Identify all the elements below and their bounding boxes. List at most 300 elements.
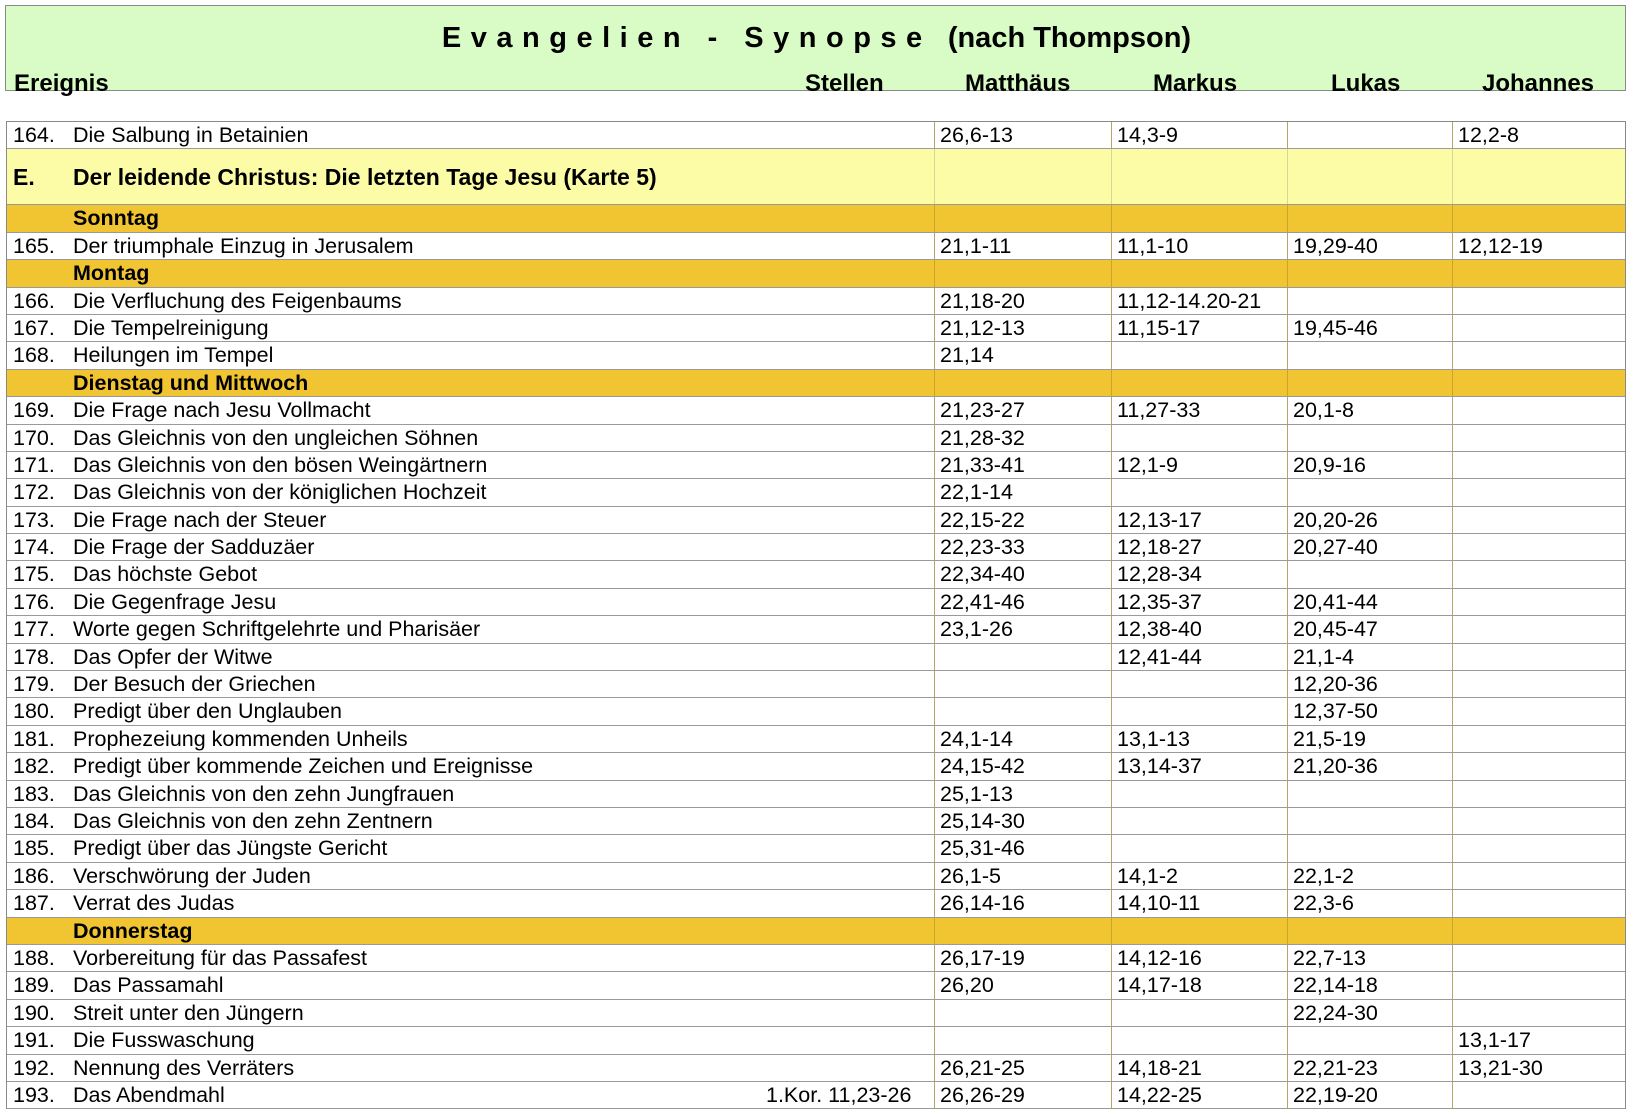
event-title: Das Gleichnis von den zehn Jungfrauen xyxy=(73,781,455,806)
column-divider xyxy=(1452,918,1453,944)
cell-matthew: 26,14-16 xyxy=(940,891,1025,916)
column-divider xyxy=(1287,1055,1288,1081)
cell-mark: 12,18-27 xyxy=(1117,535,1202,560)
table-row xyxy=(7,1082,1625,1109)
event-title: Das Gleichnis von der königlichen Hochzeit xyxy=(73,480,487,505)
column-header-stellen: Stellen xyxy=(805,70,884,97)
column-divider xyxy=(1111,890,1112,916)
column-divider xyxy=(1287,205,1288,231)
table-header xyxy=(5,5,1626,97)
cell-mark: 14,18-21 xyxy=(1117,1055,1202,1080)
cell-mark: 14,10-11 xyxy=(1117,891,1201,916)
event-number: 178. xyxy=(13,644,55,669)
cell-matthew: 25,1-13 xyxy=(940,781,1013,806)
event-number: 184. xyxy=(13,808,55,833)
column-divider xyxy=(934,616,935,642)
cell-luke: 21,1-4 xyxy=(1293,644,1354,669)
column-header-event: Ereignis xyxy=(14,70,109,97)
table-row xyxy=(7,1000,1625,1027)
column-divider xyxy=(1287,890,1288,916)
column-divider xyxy=(934,233,935,259)
cell-luke: 20,41-44 xyxy=(1293,589,1378,614)
column-divider xyxy=(1111,972,1112,998)
event-title: Das Gleichnis von den zehn Zentnern xyxy=(73,808,433,833)
event-title: Verschwörung der Juden xyxy=(73,863,311,888)
cell-mark: 11,15-17 xyxy=(1117,315,1201,340)
event-title: Predigt über den Unglauben xyxy=(73,699,342,724)
column-divider xyxy=(1452,233,1453,259)
column-divider xyxy=(1452,205,1453,231)
cell-matthew: 23,1-26 xyxy=(940,617,1013,642)
cell-luke: 21,5-19 xyxy=(1293,726,1366,751)
column-divider xyxy=(1287,972,1288,998)
column-divider xyxy=(1111,1000,1112,1026)
cell-matthew: 22,23-33 xyxy=(940,535,1025,560)
table-row xyxy=(7,561,1625,588)
day-header-row xyxy=(7,260,1625,287)
column-divider xyxy=(1111,425,1112,451)
column-divider xyxy=(1111,918,1112,944)
column-divider xyxy=(1111,1055,1112,1081)
cell-luke: 22,24-30 xyxy=(1293,1000,1378,1025)
column-divider xyxy=(1287,425,1288,451)
event-number: 167. xyxy=(13,315,55,340)
column-divider xyxy=(1287,561,1288,587)
event-title: Predigt über das Jüngste Gericht xyxy=(73,836,388,861)
event-number: 188. xyxy=(13,945,55,970)
event-title: Die Salbung in Betainien xyxy=(73,123,309,147)
event-title: Das Abendmahl xyxy=(73,1082,225,1107)
column-divider xyxy=(1452,1027,1453,1053)
day-header-row xyxy=(7,918,1625,945)
cell-matthew: 26,6-13 xyxy=(940,123,1013,147)
column-divider xyxy=(1287,671,1288,697)
cell-luke: 19,45-46 xyxy=(1293,315,1378,340)
column-divider xyxy=(934,589,935,615)
event-title: Prophezeiung kommenden Unheils xyxy=(73,726,408,751)
column-divider xyxy=(1452,260,1453,286)
event-number: 183. xyxy=(13,781,55,806)
event-title: Die Frage nach Jesu Vollmacht xyxy=(73,398,371,423)
cell-matthew: 22,34-40 xyxy=(940,562,1025,587)
column-divider xyxy=(1111,781,1112,807)
event-number: 166. xyxy=(13,288,55,313)
table-row xyxy=(7,671,1625,698)
column-divider xyxy=(934,726,935,752)
column-divider xyxy=(934,507,935,533)
event-title: Die Fusswaschung xyxy=(73,1028,255,1053)
table-row xyxy=(7,589,1625,616)
day-title: Dienstag und Mittwoch xyxy=(73,370,309,395)
column-divider xyxy=(934,479,935,505)
cell-mark: 11,12-14.20-21 xyxy=(1117,288,1262,313)
cell-stellen: 1.Kor. 11,23-26 xyxy=(766,1082,912,1107)
column-divider xyxy=(1452,1082,1453,1108)
column-divider xyxy=(1287,726,1288,752)
column-divider xyxy=(1111,753,1112,779)
cell-mark: 14,1-2 xyxy=(1117,863,1178,888)
event-number: 193. xyxy=(13,1082,55,1107)
cell-luke: 20,27-40 xyxy=(1293,535,1378,560)
column-divider xyxy=(934,122,935,148)
event-title: Worte gegen Schriftgelehrte und Pharisäer xyxy=(73,617,481,642)
column-divider xyxy=(1111,1027,1112,1053)
column-divider xyxy=(1452,315,1453,341)
event-number: 185. xyxy=(13,836,55,861)
column-divider xyxy=(934,315,935,341)
cell-luke: 19,29-40 xyxy=(1293,233,1378,258)
table-row xyxy=(7,233,1625,260)
event-title: Vorbereitung für das Passafest xyxy=(73,945,368,970)
column-divider xyxy=(1452,945,1453,971)
column-divider xyxy=(1452,644,1453,670)
event-number: 175. xyxy=(13,562,55,587)
event-number: 191. xyxy=(13,1028,55,1053)
column-divider xyxy=(934,808,935,834)
table-row xyxy=(7,452,1625,479)
cell-matthew: 26,26-29 xyxy=(940,1082,1025,1107)
event-number: 190. xyxy=(13,1000,55,1025)
table-row xyxy=(7,753,1625,780)
cell-matthew: 26,21-25 xyxy=(940,1055,1025,1080)
event-title: Der triumphale Einzug in Jerusalem xyxy=(73,233,414,258)
column-divider xyxy=(934,781,935,807)
column-divider xyxy=(1287,288,1288,314)
cell-mark: 13,1-13 xyxy=(1117,726,1190,751)
column-divider xyxy=(1111,315,1112,341)
table-row xyxy=(7,644,1625,671)
cell-mark: 12,1-9 xyxy=(1117,452,1178,477)
column-divider xyxy=(934,1082,935,1108)
column-header-matthew: Matthäus xyxy=(965,70,1071,97)
cell-john: 13,21-30 xyxy=(1458,1055,1543,1080)
column-divider xyxy=(1111,122,1112,148)
table-row xyxy=(7,945,1625,972)
event-title: Das Passamahl xyxy=(73,973,224,998)
cell-luke: 20,1-8 xyxy=(1293,398,1354,423)
section-title: Der leidende Christus: Die letzten Tage Jesu (Karte 5) xyxy=(73,164,657,191)
event-number: 173. xyxy=(13,507,55,532)
column-divider xyxy=(1452,808,1453,834)
event-title: Predigt über kommende Zeichen und Ereignisse xyxy=(73,754,534,779)
column-divider xyxy=(934,890,935,916)
column-divider xyxy=(1287,781,1288,807)
column-divider xyxy=(934,918,935,944)
table-row xyxy=(7,863,1625,890)
column-divider xyxy=(1287,835,1288,861)
day-title: Sonntag xyxy=(73,206,159,231)
column-divider xyxy=(1452,507,1453,533)
column-divider xyxy=(934,753,935,779)
column-divider xyxy=(934,835,935,861)
column-divider xyxy=(1111,698,1112,724)
column-divider xyxy=(1452,589,1453,615)
event-title: Das Opfer der Witwe xyxy=(73,644,273,669)
table-row xyxy=(7,122,1625,149)
cell-luke: 12,20-36 xyxy=(1293,672,1378,697)
column-divider xyxy=(1111,397,1112,423)
cell-matthew: 21,33-41 xyxy=(940,452,1025,477)
column-divider xyxy=(1111,149,1112,204)
column-divider xyxy=(1111,370,1112,396)
cell-luke: 22,3-6 xyxy=(1293,891,1354,916)
column-divider xyxy=(1111,205,1112,231)
column-divider xyxy=(934,644,935,670)
event-number: 165. xyxy=(13,233,55,258)
column-divider xyxy=(1111,644,1112,670)
event-number: 172. xyxy=(13,480,55,505)
event-title: Das höchste Gebot xyxy=(73,562,258,587)
day-title: Donnerstag xyxy=(73,918,193,943)
cell-mark: 12,41-44 xyxy=(1117,644,1202,669)
column-divider xyxy=(934,288,935,314)
column-divider xyxy=(1111,534,1112,560)
event-number: 168. xyxy=(13,343,55,368)
column-divider xyxy=(934,1027,935,1053)
column-divider xyxy=(1111,561,1112,587)
cell-mark: 14,17-18 xyxy=(1117,973,1202,998)
cell-luke: 22,19-20 xyxy=(1293,1082,1378,1107)
cell-matthew: 21,14 xyxy=(940,343,994,368)
column-divider xyxy=(934,342,935,368)
cell-matthew: 22,1-14 xyxy=(940,480,1013,505)
column-divider xyxy=(1287,342,1288,368)
column-divider xyxy=(1111,863,1112,889)
column-divider xyxy=(1452,1055,1453,1081)
table-row xyxy=(7,397,1625,424)
cell-matthew: 24,1-14 xyxy=(940,726,1013,751)
column-divider xyxy=(1452,863,1453,889)
cell-luke: 22,21-23 xyxy=(1293,1055,1378,1080)
column-divider xyxy=(1452,479,1453,505)
column-divider xyxy=(1452,698,1453,724)
column-divider xyxy=(1111,835,1112,861)
cell-matthew: 21,28-32 xyxy=(940,425,1025,450)
table-row xyxy=(7,726,1625,753)
column-divider xyxy=(1111,671,1112,697)
column-divider xyxy=(1287,698,1288,724)
table-row xyxy=(7,288,1625,315)
column-divider xyxy=(1111,342,1112,368)
column-divider xyxy=(1287,808,1288,834)
column-divider xyxy=(1452,452,1453,478)
title-suffix: (nach Thompson) xyxy=(947,22,1192,54)
page-title xyxy=(6,22,1627,55)
cell-matthew: 21,12-13 xyxy=(940,315,1025,340)
section-letter: E. xyxy=(13,164,35,191)
column-divider xyxy=(934,534,935,560)
event-title: Die Tempelreinigung xyxy=(73,315,269,340)
event-number: 186. xyxy=(13,863,55,888)
event-number: 170. xyxy=(13,425,55,450)
day-header-row xyxy=(7,370,1625,397)
cell-luke: 22,1-2 xyxy=(1293,863,1354,888)
column-divider xyxy=(1287,616,1288,642)
column-divider xyxy=(1287,507,1288,533)
column-divider xyxy=(1287,589,1288,615)
event-title: Die Verfluchung des Feigenbaums xyxy=(73,288,402,313)
cell-mark: 11,27-33 xyxy=(1117,398,1201,423)
column-divider xyxy=(1287,479,1288,505)
column-divider xyxy=(1287,260,1288,286)
column-divider xyxy=(1452,534,1453,560)
column-header-luke: Lukas xyxy=(1331,70,1401,97)
cell-matthew: 21,23-27 xyxy=(940,398,1025,423)
column-divider xyxy=(934,1055,935,1081)
column-divider xyxy=(934,452,935,478)
column-divider xyxy=(934,561,935,587)
column-divider xyxy=(1287,1082,1288,1108)
day-header-row xyxy=(7,205,1625,232)
table-row xyxy=(7,507,1625,534)
column-divider xyxy=(1287,233,1288,259)
day-title: Montag xyxy=(73,261,150,286)
column-header-john: Johannes xyxy=(1482,70,1595,97)
table-row xyxy=(7,808,1625,835)
column-divider xyxy=(1452,835,1453,861)
cell-john: 13,1-17 xyxy=(1458,1028,1531,1053)
table-row xyxy=(7,616,1625,643)
event-title: Die Frage nach der Steuer xyxy=(73,507,327,532)
column-divider xyxy=(934,425,935,451)
event-number: 164. xyxy=(13,123,55,147)
cell-matthew: 24,15-42 xyxy=(940,754,1025,779)
cell-mark: 12,28-34 xyxy=(1117,562,1202,587)
title-main: Evangelien - Synopse xyxy=(441,22,932,54)
column-divider xyxy=(934,945,935,971)
column-divider xyxy=(1452,1000,1453,1026)
table-row xyxy=(7,425,1625,452)
column-divider xyxy=(1452,122,1453,148)
column-divider xyxy=(1111,233,1112,259)
column-divider xyxy=(1111,452,1112,478)
column-divider xyxy=(1287,534,1288,560)
column-divider xyxy=(1452,616,1453,642)
column-divider xyxy=(1452,753,1453,779)
column-divider xyxy=(934,698,935,724)
cell-mark: 14,22-25 xyxy=(1117,1082,1202,1107)
column-divider xyxy=(934,370,935,396)
cell-mark: 14,3-9 xyxy=(1117,123,1178,147)
column-divider xyxy=(1452,149,1453,204)
column-divider xyxy=(1452,370,1453,396)
event-title: Verrat des Judas xyxy=(73,891,235,916)
cell-matthew: 26,17-19 xyxy=(940,945,1025,970)
column-divider xyxy=(1111,945,1112,971)
column-divider xyxy=(934,972,935,998)
cell-matthew: 26,20 xyxy=(940,973,994,998)
column-divider xyxy=(934,397,935,423)
event-title: Das Gleichnis von den ungleichen Söhnen xyxy=(73,425,479,450)
table-row xyxy=(7,534,1625,561)
column-header-mark: Markus xyxy=(1153,70,1238,97)
cell-luke: 20,9-16 xyxy=(1293,452,1366,477)
column-divider xyxy=(1452,671,1453,697)
table-row xyxy=(7,781,1625,808)
cell-matthew: 22,15-22 xyxy=(940,507,1025,532)
table-row xyxy=(7,698,1625,725)
event-number: 192. xyxy=(13,1055,55,1080)
column-divider xyxy=(1452,288,1453,314)
cell-mark: 12,38-40 xyxy=(1117,617,1202,642)
column-divider xyxy=(1287,370,1288,396)
cell-matthew: 25,31-46 xyxy=(940,836,1025,861)
event-number: 187. xyxy=(13,891,55,916)
event-title: Heilungen im Tempel xyxy=(73,343,274,368)
column-divider xyxy=(1287,863,1288,889)
cell-john: 12,12-19 xyxy=(1458,233,1543,258)
table-row xyxy=(7,342,1625,369)
column-divider xyxy=(1111,507,1112,533)
event-title: Die Frage der Sadduzäer xyxy=(73,535,315,560)
event-title: Streit unter den Jüngern xyxy=(73,1000,304,1025)
cell-matthew: 25,14-30 xyxy=(940,808,1025,833)
cell-luke: 12,37-50 xyxy=(1293,699,1378,724)
column-divider xyxy=(1111,808,1112,834)
column-divider xyxy=(1452,726,1453,752)
column-divider xyxy=(1287,452,1288,478)
column-divider xyxy=(1111,260,1112,286)
event-number: 171. xyxy=(13,452,55,477)
event-number: 182. xyxy=(13,754,55,779)
column-divider xyxy=(1111,589,1112,615)
column-divider xyxy=(1111,726,1112,752)
table-row xyxy=(7,1055,1625,1082)
column-divider xyxy=(1111,288,1112,314)
column-divider xyxy=(1287,397,1288,423)
column-divider xyxy=(934,863,935,889)
column-divider xyxy=(1287,122,1288,148)
cell-mark: 12,13-17 xyxy=(1117,507,1202,532)
cell-mark: 11,1-10 xyxy=(1117,233,1189,258)
event-number: 174. xyxy=(13,535,55,560)
column-divider xyxy=(1111,479,1112,505)
event-title: Der Besuch der Griechen xyxy=(73,672,316,697)
event-title: Das Gleichnis von den bösen Weingärtnern xyxy=(73,452,488,477)
column-divider xyxy=(1287,315,1288,341)
column-divider xyxy=(1452,342,1453,368)
event-number: 177. xyxy=(13,617,55,642)
column-divider xyxy=(1452,972,1453,998)
table-row xyxy=(7,1027,1625,1054)
column-divider xyxy=(1287,1000,1288,1026)
column-divider xyxy=(1452,561,1453,587)
table-row xyxy=(7,835,1625,862)
cell-matthew: 26,1-5 xyxy=(940,863,1001,888)
synopsis-table xyxy=(6,121,1626,1109)
cell-mark: 12,35-37 xyxy=(1117,589,1202,614)
column-divider xyxy=(1287,1027,1288,1053)
section-row xyxy=(7,149,1625,205)
event-number: 189. xyxy=(13,973,55,998)
table-row xyxy=(7,479,1625,506)
column-divider xyxy=(1287,644,1288,670)
column-divider xyxy=(1111,616,1112,642)
cell-matthew: 21,18-20 xyxy=(940,288,1025,313)
column-divider xyxy=(934,671,935,697)
table-row xyxy=(7,315,1625,342)
event-number: 181. xyxy=(13,726,55,751)
event-number: 179. xyxy=(13,672,55,697)
column-divider xyxy=(1287,753,1288,779)
column-divider xyxy=(1287,945,1288,971)
table-row xyxy=(7,972,1625,999)
event-title: Die Gegenfrage Jesu xyxy=(73,589,277,614)
event-number: 169. xyxy=(13,398,55,423)
cell-luke: 21,20-36 xyxy=(1293,754,1378,779)
cell-luke: 20,20-26 xyxy=(1293,507,1378,532)
cell-mark: 13,14-37 xyxy=(1117,754,1202,779)
